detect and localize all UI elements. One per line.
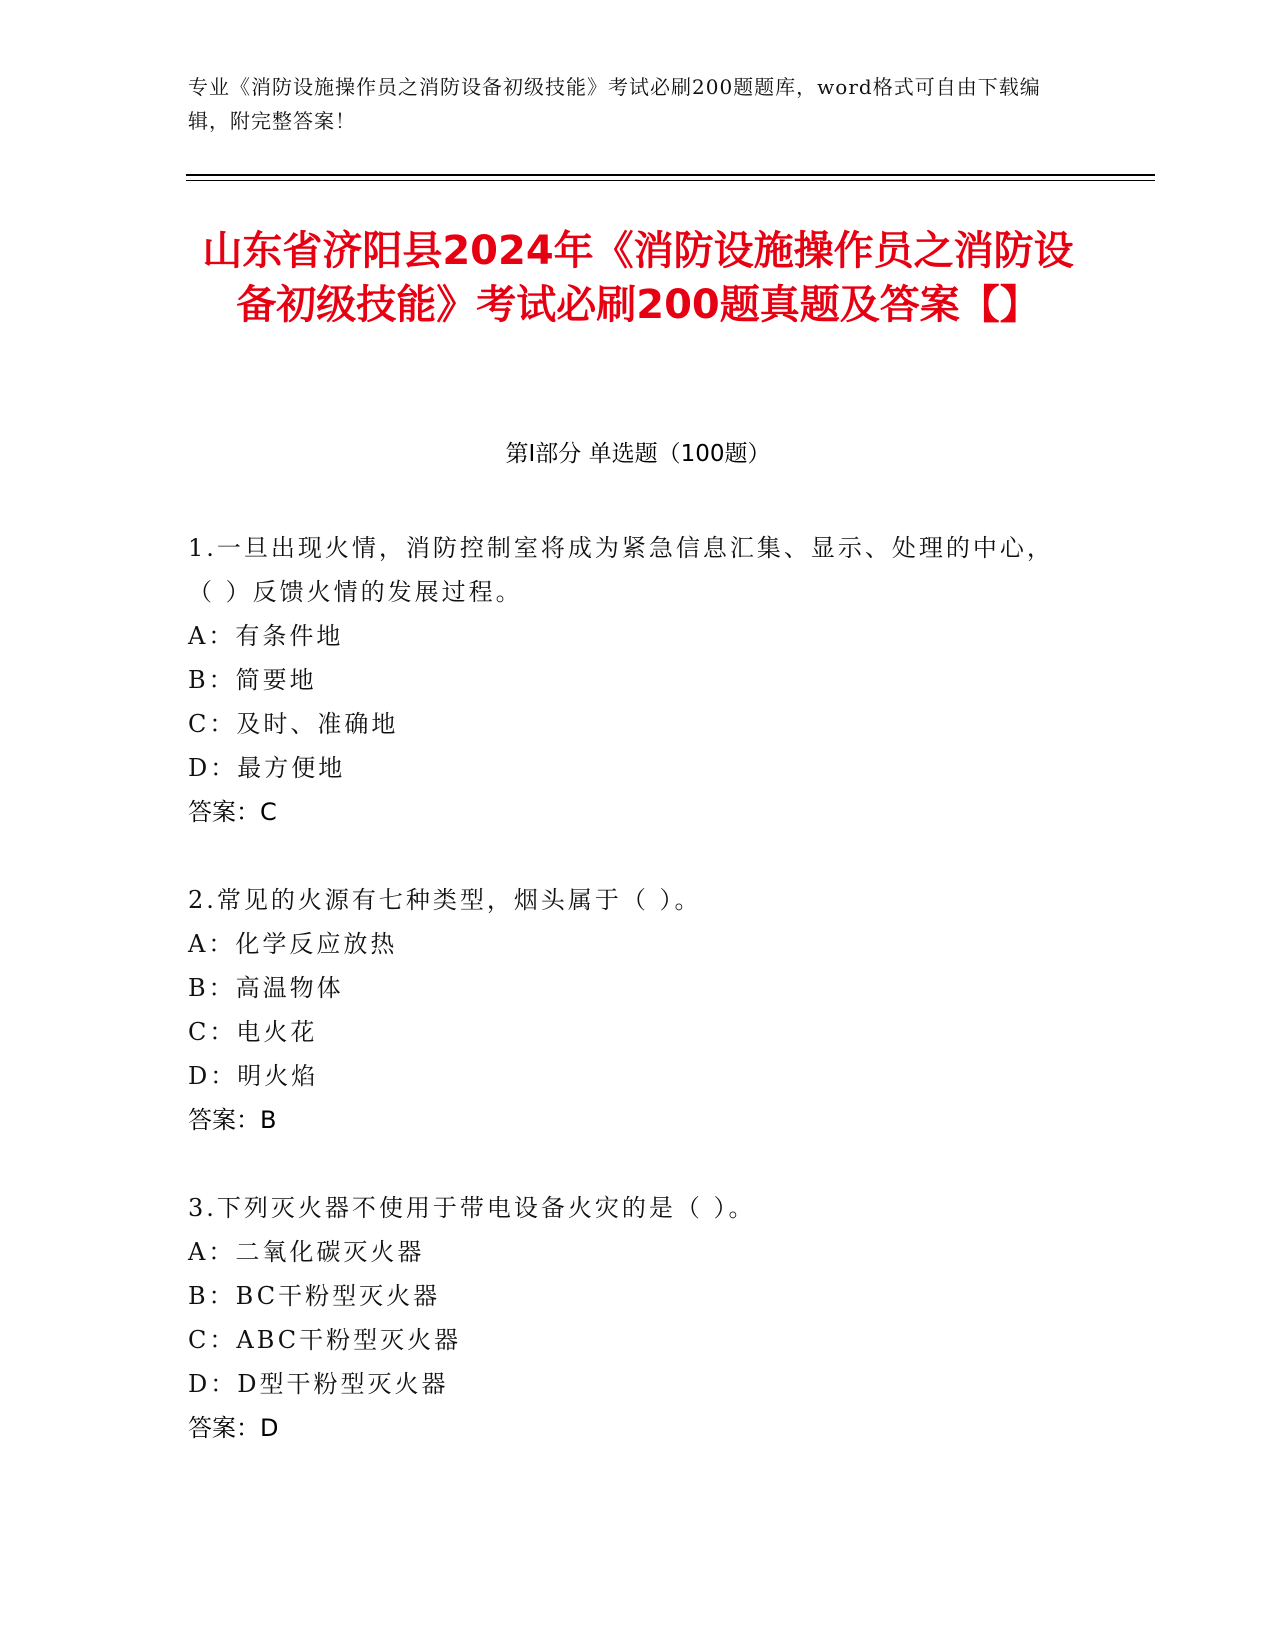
header-divider-thick — [186, 174, 1155, 176]
question-1 — [188, 526, 1068, 834]
option-d: D：明火焰 — [188, 1062, 319, 1090]
option-a: A：有条件地 — [188, 622, 344, 650]
option-c: C：及时、准确地 — [188, 710, 399, 738]
question-list — [188, 526, 1068, 1494]
header-divider-thin — [186, 180, 1155, 181]
question-stem: 1.一旦出现火情，消防控制室将成为紧急信息汇集、显示、处理的中心，（ ）反馈火情的发展过程。 — [188, 534, 1054, 606]
header-note: 专业《消防设施操作员之消防设备初级技能》考试必刷200题题库，word格式可自由下载编辑，附完整答案！ — [188, 75, 1041, 133]
answer: 答案：B — [188, 1106, 277, 1134]
option-b: B：高温物体 — [188, 974, 344, 1002]
option-d: D：最方便地 — [188, 754, 346, 782]
option-c: C：电火花 — [188, 1018, 318, 1046]
option-b: B：简要地 — [188, 666, 317, 694]
answer: 答案：D — [188, 1414, 279, 1442]
question-stem: 3.下列灭火器不使用于带电设备火灾的是（ ）。 — [188, 1194, 756, 1222]
option-d: D：D型干粉型灭火器 — [188, 1370, 449, 1398]
answer: 答案：C — [188, 798, 277, 826]
document-title: 山东省济阳县2024年《消防设施操作员之消防设备初级技能》考试必刷200题真题及答案【】 — [202, 228, 1074, 328]
question-stem: 2.常见的火源有七种类型，烟头属于（ ）。 — [188, 886, 702, 914]
option-a: A：化学反应放热 — [188, 930, 398, 958]
option-c: C：ABC干粉型灭火器 — [188, 1326, 462, 1354]
section-title: 第I部分 单选题（100题） — [505, 441, 771, 467]
question-3 — [188, 1186, 1068, 1450]
option-a: A：二氧化碳灭火器 — [188, 1238, 425, 1266]
option-b: B：BC干粉型灭火器 — [188, 1282, 441, 1310]
question-2 — [188, 878, 1068, 1142]
